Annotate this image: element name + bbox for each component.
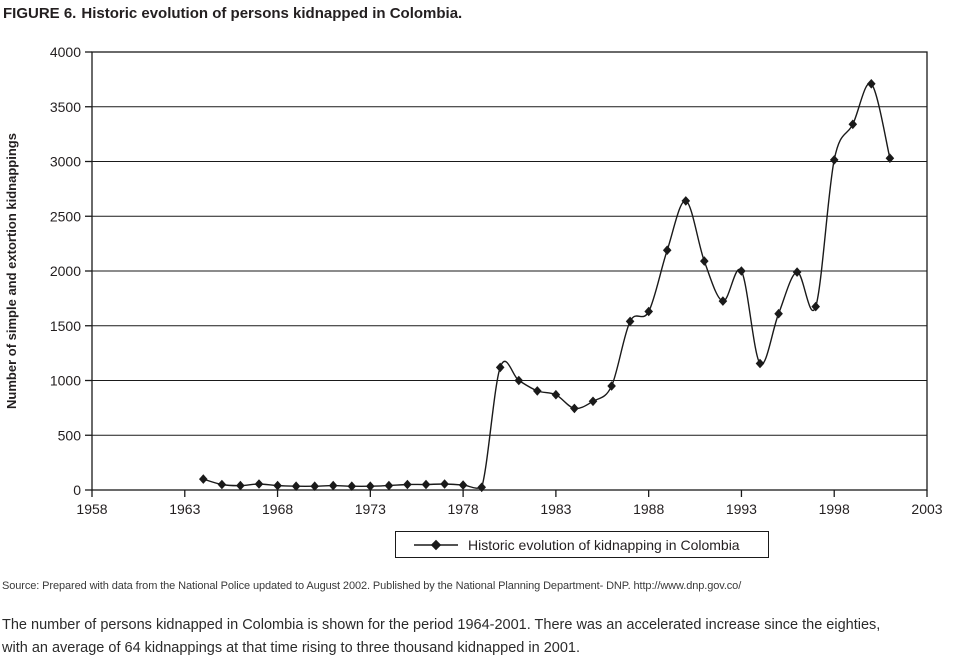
x-tick-label: 1993 (725, 501, 757, 517)
x-tick-label: 1983 (540, 501, 572, 517)
y-tick-label: 500 (57, 427, 81, 444)
data-point-marker (570, 404, 579, 414)
y-tick-label: 0 (73, 482, 81, 498)
x-tick-label: 1968 (262, 501, 294, 517)
y-axis-title: Number of simple and extortion kidnappings (4, 133, 19, 409)
figure-description-line-1: The number of persons kidnapped in Colombia is shown for the period 1964-2001. There was an accelerated increase since the eighties, (2, 617, 881, 633)
line-diamond-marker-icon (414, 539, 458, 551)
data-point-marker (830, 155, 839, 165)
data-point-marker (477, 483, 486, 493)
figure-description-line-2: with an average of 64 kidnappings at that time rising to three thousand kidnapped in 2001. (2, 640, 580, 656)
figure-label: FIGURE 6. (3, 5, 77, 22)
data-point-marker (422, 480, 431, 490)
data-point-marker (700, 256, 709, 266)
data-point-marker (533, 386, 542, 396)
series-line (203, 83, 890, 488)
data-point-marker (552, 390, 561, 400)
data-point-marker (663, 245, 672, 255)
y-tick-label: 2000 (49, 263, 81, 279)
data-point-marker (756, 359, 765, 369)
figure-caption: Historic evolution of persons kidnapped in Colombia. (81, 5, 463, 22)
source-note: Source: Prepared with data from the National Police updated to August 2002. Published by the National Planning Department- DNP. http://www.dnp.gov.co/ (2, 580, 742, 592)
y-tick-label: 1000 (49, 372, 81, 389)
data-point-marker (867, 79, 876, 89)
y-tick-label: 3000 (49, 153, 81, 170)
data-point-marker (440, 479, 449, 489)
data-point-marker (496, 363, 505, 373)
y-tick-label: 3500 (49, 98, 81, 115)
data-point-marker (774, 309, 783, 319)
x-tick-label: 1963 (169, 501, 201, 517)
chart-legend (395, 531, 769, 558)
data-point-marker (273, 481, 282, 491)
data-point-marker (255, 479, 264, 489)
x-tick-label: 1973 (354, 501, 386, 517)
data-point-marker (459, 480, 468, 490)
figure-description (2, 614, 880, 660)
data-point-marker (199, 474, 208, 484)
data-point-marker (329, 481, 338, 491)
data-point-marker (385, 481, 394, 491)
x-tick-label: 1958 (76, 501, 108, 517)
x-tick-label: 1978 (447, 501, 479, 517)
legend-label: Historic evolution of kidnapping in Colombia (468, 536, 740, 553)
y-tick-label: 1500 (49, 317, 81, 334)
data-point-marker (236, 481, 245, 491)
y-tick-label: 2500 (49, 208, 81, 225)
x-tick-label: 1988 (633, 501, 665, 517)
data-point-marker (607, 381, 616, 391)
data-point-marker (737, 266, 746, 276)
data-point-marker (218, 480, 227, 490)
y-tick-label: 4000 (49, 44, 81, 60)
x-tick-label: 1998 (818, 501, 850, 517)
data-point-marker (403, 480, 412, 490)
x-tick-label: 2003 (911, 501, 943, 517)
data-point-marker (589, 397, 598, 407)
data-point-marker (849, 120, 858, 130)
